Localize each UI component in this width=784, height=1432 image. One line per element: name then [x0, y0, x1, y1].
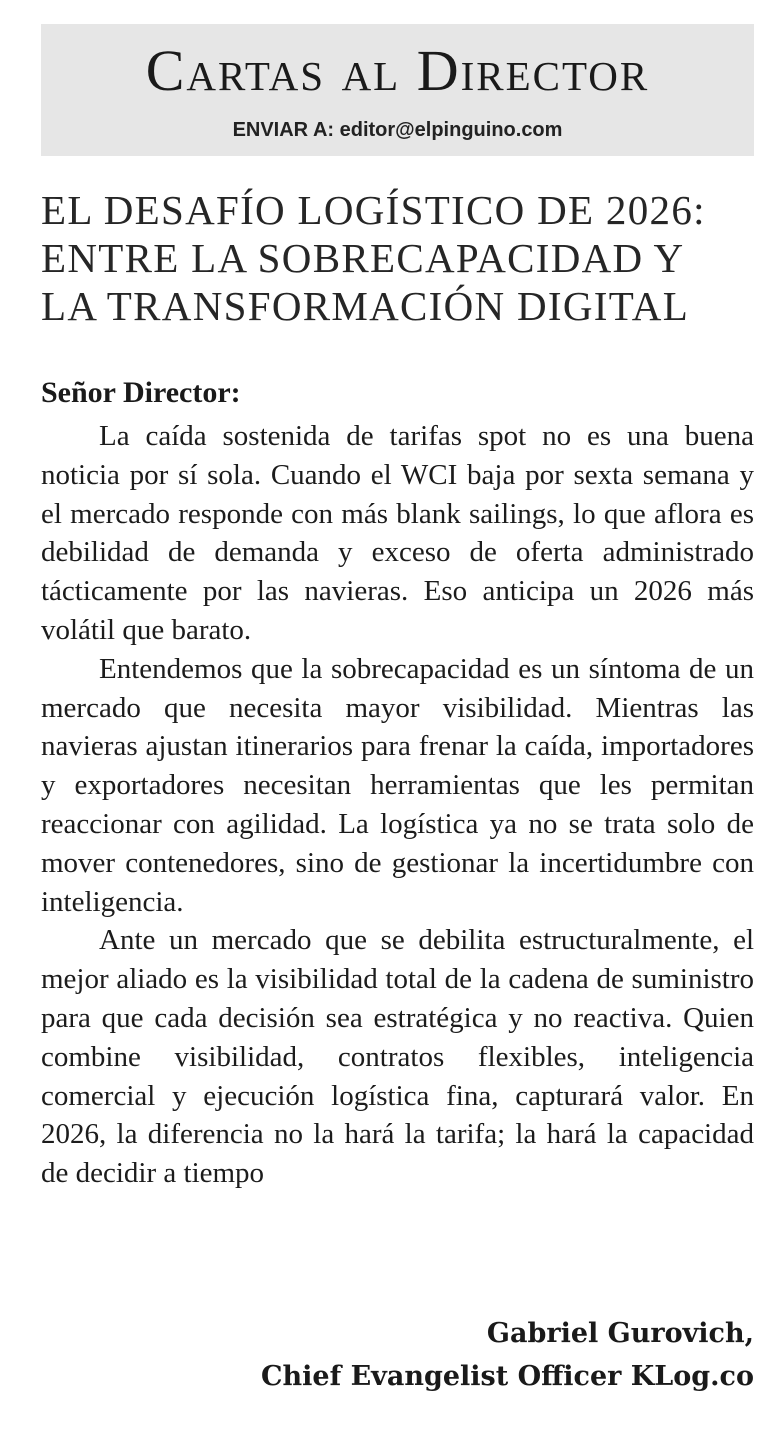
body-paragraph: Entendemos que la sobrecapacidad es un síntoma de un mercado que necesita mayor visibilidad. Mientras las navieras ajustan itinerarios para frenar la caída, importadores y exportadores necesitan herramientas que les permitan reaccionar con agilidad. La logística ya no se trata solo de mover contenedores, sino de gestionar la incertidumbre con inteligencia. — [41, 652, 754, 918]
author-role: Chief Evangelist Officer KLog.co — [261, 1361, 754, 1392]
headline-line: ENTRE LA SOBRECAPACIDAD Y — [41, 235, 685, 281]
submission-email-line: ENVIAR A: editor@elpinguino.com — [232, 119, 563, 141]
letter-headline — [41, 186, 754, 330]
author-name: Gabriel Gurovich, — [486, 1318, 754, 1349]
letter-body — [41, 417, 754, 1193]
body-paragraph: La caída sostenida de tarifas spot no es una buena noticia por sí sola. Cuando el WCI baja por sexta semana y el mercado responde con más blank sailings, lo que aflora es debilidad de demanda y exceso de oferta administrado tácticamente por las navieras. Eso anticipa un 2026 más volátil que barato. — [41, 420, 754, 646]
masthead — [41, 24, 754, 156]
section-title: Cartas al Director — [145, 38, 650, 103]
headline-line: EL DESAFÍO LOGÍSTICO DE 2026: — [41, 187, 706, 233]
headline-line: LA TRANSFORMACIÓN DIGITAL — [41, 283, 690, 329]
body-paragraph: Ante un mercado que se debilita estructuralmente, el mejor aliado es la visibilidad total de la cadena de suministro para que cada decisión sea estratégica y no reactiva. Quien combine visibilidad, contratos flexibles, inteligencia comercial y ejecución logística fina, capturará valor. En 2026, la diferencia no la hará la tarifa; la hará la capacidad de decidir a tiempo — [41, 924, 754, 1190]
signature — [261, 1312, 754, 1398]
salutation: Señor Director: — [41, 376, 241, 409]
